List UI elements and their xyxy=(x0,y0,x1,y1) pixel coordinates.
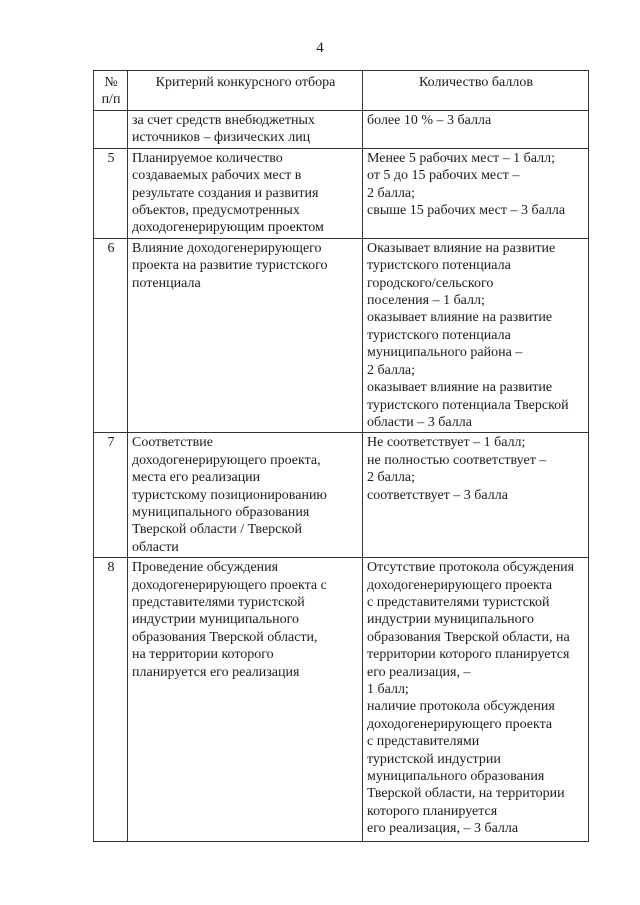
score-line: от 5 до 15 рабочих мест – xyxy=(367,168,520,184)
score-line: туристской индустрии xyxy=(367,751,501,767)
row-number: 5 xyxy=(94,148,128,238)
criterion-line: области xyxy=(132,539,179,555)
header-score: Количество баллов xyxy=(363,71,589,111)
score-line: доходогенерирующего проекта xyxy=(367,716,553,732)
criterion-cell xyxy=(128,558,363,842)
score-line: с представителями xyxy=(367,734,480,750)
score-line: муниципального района – xyxy=(367,345,523,361)
criterion-line: Тверской области / Тверской xyxy=(132,522,302,538)
criterion-line: на территории которого xyxy=(132,647,274,663)
criterion-cell xyxy=(128,433,363,558)
row-number xyxy=(94,111,128,149)
score-line: более 10 % – 3 балла xyxy=(367,113,492,128)
table-row xyxy=(94,433,589,558)
score-line: не полностью соответствует – xyxy=(367,452,547,468)
criterion-line: за счет средств внебюджетных xyxy=(132,113,315,128)
score-cell xyxy=(363,433,589,558)
table-row xyxy=(94,148,589,238)
row-number: 6 xyxy=(94,238,128,432)
table-row xyxy=(94,558,589,842)
criterion-line: результате создания и развития xyxy=(132,185,319,201)
criterion-line: проекта на развитие туристского xyxy=(132,258,328,274)
criterion-line: представителями туристской xyxy=(132,594,305,610)
table-header-row xyxy=(94,71,589,111)
score-line: туристского потенциала Тверской xyxy=(367,397,569,413)
score-line: территории которого планируется xyxy=(367,647,570,663)
score-line: области – 3 балла xyxy=(367,414,472,430)
score-line: соответствует – 3 балла xyxy=(367,487,508,503)
score-line: поселения – 1 балл; xyxy=(367,293,485,309)
score-line: доходогенерирующего проекта xyxy=(367,577,553,593)
score-line: Не соответствует – 1 балл; xyxy=(367,435,526,451)
criterion-line: создаваемых рабочих мест в xyxy=(132,168,302,184)
criterion-line: муниципального образования xyxy=(132,504,310,520)
score-cell xyxy=(363,238,589,432)
criterion-line: туристскому позиционированию xyxy=(132,487,327,503)
score-line: 2 балла; xyxy=(367,185,416,201)
score-line: Тверской области, на территории xyxy=(367,786,565,802)
score-line: оказывает влияние на развитие xyxy=(367,310,553,326)
table-row xyxy=(94,111,589,149)
table-row xyxy=(94,238,589,432)
score-line: туристского потенциала xyxy=(367,258,511,274)
header-criterion: Критерий конкурсного отбора xyxy=(128,71,363,111)
criterion-line: образования Тверской области, xyxy=(132,629,318,645)
score-line: свыше 15 рабочих мест – 3 балла xyxy=(367,203,566,219)
row-number: 8 xyxy=(94,558,128,842)
score-line: 2 балла; xyxy=(367,470,416,486)
criterion-line: Проведение обсуждения xyxy=(132,560,279,576)
criterion-cell xyxy=(128,148,363,238)
score-line: его реализация, – 3 балла xyxy=(367,821,519,837)
score-line: 2 балла; xyxy=(367,362,416,378)
score-line: его реализация, – xyxy=(367,664,471,680)
header-num-line: п/п xyxy=(101,92,121,108)
criterion-line: места его реализации xyxy=(132,470,261,486)
score-cell xyxy=(363,558,589,842)
score-line: муниципального образования xyxy=(367,769,545,785)
score-line: Отсутствие протокола обсуждения xyxy=(367,560,575,576)
criterion-line: Соответствие xyxy=(132,435,213,451)
score-line: которого планируется xyxy=(367,803,498,819)
score-line: туристского потенциала xyxy=(367,327,511,343)
criterion-line: доходогенерирующего проекта с xyxy=(132,577,327,593)
score-line: городского/сельского xyxy=(367,275,494,291)
score-line: Оказывает влияние на развитие xyxy=(367,240,556,256)
score-line: Менее 5 рабочих мест – 1 балл; xyxy=(367,150,555,166)
score-line: индустрии муниципального xyxy=(367,612,535,628)
score-line: оказывает влияние на развитие xyxy=(367,380,553,396)
criterion-line: доходогенерирующим проектом xyxy=(132,220,324,236)
criterion-line: Планируемое количество xyxy=(132,150,283,166)
score-line: с представителями туристской xyxy=(367,594,550,610)
score-cell xyxy=(363,111,589,149)
header-num xyxy=(94,71,128,111)
criterion-cell xyxy=(128,238,363,432)
criteria-table xyxy=(93,70,589,842)
criterion-line: планируется его реализация xyxy=(132,664,300,680)
criterion-line: потенциала xyxy=(132,275,201,291)
score-line: наличие протокола обсуждения xyxy=(367,699,555,715)
score-line: образования Тверской области, на xyxy=(367,629,570,645)
criterion-line: источников – физических лиц xyxy=(132,130,311,146)
criterion-line: доходогенерирующего проекта, xyxy=(132,452,321,468)
criterion-line: индустрии муниципального xyxy=(132,612,300,628)
header-num-line: № xyxy=(104,75,118,90)
criterion-cell xyxy=(128,111,363,149)
score-cell xyxy=(363,148,589,238)
page-number: 4 xyxy=(316,40,324,56)
row-number: 7 xyxy=(94,433,128,558)
criterion-line: объектов, предусмотренных xyxy=(132,203,300,219)
score-line: 1 балл; xyxy=(367,682,409,697)
criterion-line: Влияние доходогенерирующего xyxy=(132,240,322,256)
